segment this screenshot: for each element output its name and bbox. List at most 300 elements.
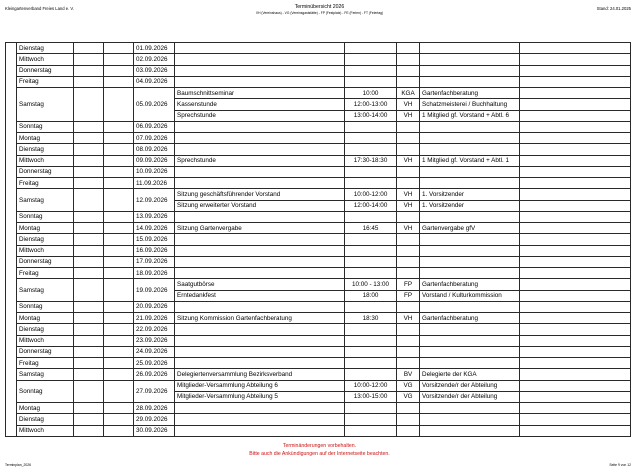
- blank-cell: [520, 200, 631, 211]
- location-cell: [397, 245, 420, 256]
- table-row: [6, 346, 631, 357]
- day-cell: Freitag: [17, 358, 74, 369]
- responsible-cell: [420, 43, 520, 54]
- event-cell: Sprechstunde: [175, 155, 345, 166]
- time-cell: 10:00-12:00: [345, 380, 397, 391]
- responsible-cell: [420, 234, 520, 245]
- blank-cell: [520, 189, 631, 200]
- responsible-cell: [420, 121, 520, 132]
- date-cell: 07.09.2026: [134, 133, 175, 144]
- blank-cell: [74, 335, 104, 346]
- blank-cell: [74, 43, 104, 54]
- blank-cell: [520, 99, 631, 110]
- event-cell: [175, 425, 345, 436]
- blank-cell: [74, 256, 104, 267]
- table-row: [6, 133, 631, 144]
- blank-cell: [520, 54, 631, 65]
- time-cell: 13:00-14:00: [345, 110, 397, 121]
- blank-cell: [104, 403, 134, 414]
- blank-cell: [104, 88, 134, 122]
- event-cell: Mitglieder-Versammlung Abteilung 6: [175, 380, 345, 391]
- event-cell: Mitglieder-Versammlung Abteilung 5: [175, 391, 345, 402]
- blank-cell: [104, 54, 134, 65]
- responsible-cell: Schatzmeisterei / Buchhaltung: [420, 99, 520, 110]
- responsible-cell: [420, 268, 520, 279]
- responsible-cell: 1 Mitglied gf. Vorstand + Abtl. 1: [420, 155, 520, 166]
- location-cell: [397, 425, 420, 436]
- blank-cell: [104, 324, 134, 335]
- blank-cell: [104, 223, 134, 234]
- date-cell: 17.09.2026: [134, 256, 175, 267]
- blank-cell: [74, 301, 104, 312]
- time-cell: 12:00-14:00: [345, 200, 397, 211]
- blank-cell: [104, 414, 134, 425]
- footer-note-line-2: Bitte auch die Ankündigungen auf der Internetseite beachten.: [249, 450, 390, 457]
- footer-note: [0, 443, 639, 458]
- location-cell: [397, 234, 420, 245]
- event-cell: [175, 76, 345, 87]
- blank-cell: [74, 346, 104, 357]
- blank-cell: [104, 268, 134, 279]
- date-cell: 28.09.2026: [134, 403, 175, 414]
- location-cell: [397, 133, 420, 144]
- date-cell: 22.09.2026: [134, 324, 175, 335]
- responsible-cell: [420, 324, 520, 335]
- event-cell: [175, 144, 345, 155]
- event-cell: [175, 324, 345, 335]
- table-row: [6, 414, 631, 425]
- date-cell: 06.09.2026: [134, 121, 175, 132]
- blank-cell: [104, 234, 134, 245]
- table-row: [6, 166, 631, 177]
- blank-cell: [520, 144, 631, 155]
- time-cell: [345, 144, 397, 155]
- blank-cell: [74, 155, 104, 166]
- time-cell: 16:45: [345, 223, 397, 234]
- blank-cell: [520, 279, 631, 290]
- blank-cell: [74, 403, 104, 414]
- date-cell: 11.09.2026: [134, 178, 175, 189]
- responsible-cell: [420, 301, 520, 312]
- location-cell: [397, 76, 420, 87]
- blank-cell: [74, 369, 104, 380]
- blank-cell: [74, 166, 104, 177]
- time-cell: [345, 133, 397, 144]
- day-cell: Montag: [17, 133, 74, 144]
- responsible-cell: [420, 403, 520, 414]
- blank-cell: [520, 301, 631, 312]
- blank-cell: [520, 211, 631, 222]
- responsible-cell: 1. Vorsitzender: [420, 189, 520, 200]
- responsible-cell: [420, 425, 520, 436]
- location-cell: KGA: [397, 88, 420, 99]
- blank-cell: [520, 166, 631, 177]
- table-row: [6, 178, 631, 189]
- blank-cell: [74, 414, 104, 425]
- date-cell: 25.09.2026: [134, 358, 175, 369]
- location-cell: [397, 301, 420, 312]
- day-cell: Montag: [17, 223, 74, 234]
- event-cell: [175, 178, 345, 189]
- time-cell: 12:00-13:00: [345, 99, 397, 110]
- responsible-cell: Gartenvergabe gfV: [420, 223, 520, 234]
- blank-cell: [104, 301, 134, 312]
- blank-cell: [74, 358, 104, 369]
- blank-cell: [520, 414, 631, 425]
- table-row: [6, 256, 631, 267]
- table-row: [6, 335, 631, 346]
- legend-line: VH (Vereinshaus) - VG (Vereinsgaststätte) - FP (Festplatz) - FE (Ferien) - FT (Feiertag): [255, 11, 384, 15]
- responsible-cell: Gartenfachberatung: [420, 313, 520, 324]
- time-cell: [345, 335, 397, 346]
- responsible-cell: [420, 256, 520, 267]
- time-cell: 10:00-12:00: [345, 189, 397, 200]
- location-cell: [397, 256, 420, 267]
- blank-cell: [520, 268, 631, 279]
- page-number: Seite 9 von 12: [609, 463, 631, 467]
- time-cell: [345, 403, 397, 414]
- blank-cell: [520, 324, 631, 335]
- blank-cell: [74, 65, 104, 76]
- blank-cell: [104, 155, 134, 166]
- location-cell: [397, 144, 420, 155]
- table-row: [6, 43, 631, 54]
- blank-cell: [520, 223, 631, 234]
- time-cell: 17:30-18:30: [345, 155, 397, 166]
- event-cell: Baumschnittseminar: [175, 88, 345, 99]
- day-cell: Donnerstag: [17, 346, 74, 357]
- time-cell: [345, 178, 397, 189]
- blank-cell: [74, 144, 104, 155]
- day-cell: Dienstag: [17, 234, 74, 245]
- time-cell: 18:30: [345, 313, 397, 324]
- time-cell: [345, 54, 397, 65]
- table-row: [6, 324, 631, 335]
- day-cell: Sonntag: [17, 380, 74, 403]
- date-cell: 15.09.2026: [134, 234, 175, 245]
- event-cell: Sitzung erweiterter Vorstand: [175, 200, 345, 211]
- blank-cell: [520, 290, 631, 301]
- location-cell: [397, 403, 420, 414]
- event-cell: [175, 234, 345, 245]
- event-cell: [175, 43, 345, 54]
- day-cell: Mittwoch: [17, 245, 74, 256]
- event-cell: Sitzung geschäftsführender Vorstand: [175, 189, 345, 200]
- blank-cell: [74, 121, 104, 132]
- event-cell: [175, 121, 345, 132]
- blank-cell: [74, 234, 104, 245]
- location-cell: VH: [397, 313, 420, 324]
- blank-cell: [520, 335, 631, 346]
- date-cell: 30.09.2026: [134, 425, 175, 436]
- event-cell: [175, 335, 345, 346]
- table-row: [6, 369, 631, 380]
- event-cell: [175, 358, 345, 369]
- blank-cell: [74, 178, 104, 189]
- table-row: [6, 403, 631, 414]
- responsible-cell: [420, 65, 520, 76]
- day-cell: Dienstag: [17, 414, 74, 425]
- location-cell: [397, 65, 420, 76]
- responsible-cell: [420, 245, 520, 256]
- table-row: [6, 65, 631, 76]
- location-cell: [397, 166, 420, 177]
- date-cell: 10.09.2026: [134, 166, 175, 177]
- date-cell: 14.09.2026: [134, 223, 175, 234]
- location-cell: [397, 121, 420, 132]
- location-cell: [397, 54, 420, 65]
- day-cell: Samstag: [17, 189, 74, 212]
- time-cell: [345, 324, 397, 335]
- date-cell: 03.09.2026: [134, 65, 175, 76]
- blank-cell: [104, 166, 134, 177]
- day-cell: Dienstag: [17, 144, 74, 155]
- event-cell: [175, 65, 345, 76]
- event-cell: [175, 54, 345, 65]
- table-row: [6, 76, 631, 87]
- responsible-cell: [420, 335, 520, 346]
- blank-cell: [520, 369, 631, 380]
- time-cell: [345, 425, 397, 436]
- table-row: [6, 211, 631, 222]
- responsible-cell: [420, 166, 520, 177]
- blank-cell: [520, 133, 631, 144]
- date-cell: 13.09.2026: [134, 211, 175, 222]
- date-cell: 01.09.2026: [134, 43, 175, 54]
- time-cell: [345, 76, 397, 87]
- table-row: [6, 425, 631, 436]
- blank-cell: [74, 88, 104, 122]
- time-cell: [345, 43, 397, 54]
- time-cell: [345, 211, 397, 222]
- location-cell: VH: [397, 99, 420, 110]
- footer-filename: Terminplan_2026: [5, 463, 32, 467]
- schedule-table: [5, 42, 631, 437]
- time-cell: [345, 166, 397, 177]
- blank-cell: [520, 245, 631, 256]
- table-row: [6, 245, 631, 256]
- time-cell: 10:00 - 13:00: [345, 279, 397, 290]
- table-row: [6, 144, 631, 155]
- blank-cell: [104, 76, 134, 87]
- responsible-cell: [420, 346, 520, 357]
- day-cell: Sonntag: [17, 211, 74, 222]
- time-cell: 13:00-15:00: [345, 391, 397, 402]
- blank-cell: [104, 313, 134, 324]
- blank-cell: [104, 133, 134, 144]
- blank-cell: [520, 76, 631, 87]
- blank-cell: [104, 358, 134, 369]
- date-cell: 12.09.2026: [134, 189, 175, 212]
- day-cell: Mittwoch: [17, 335, 74, 346]
- responsible-cell: [420, 178, 520, 189]
- time-cell: [345, 369, 397, 380]
- location-cell: VH: [397, 155, 420, 166]
- blank-cell: [104, 369, 134, 380]
- location-cell: [397, 178, 420, 189]
- responsible-cell: [420, 76, 520, 87]
- blank-cell: [74, 313, 104, 324]
- blank-cell: [520, 403, 631, 414]
- blank-cell: [104, 178, 134, 189]
- location-cell: [397, 346, 420, 357]
- org-name: Kleingartenverband Freies Land e. V.: [5, 6, 74, 11]
- event-cell: Saatgutbörse: [175, 279, 345, 290]
- event-cell: Sitzung Kommission Gartenfachberatung: [175, 313, 345, 324]
- date-cell: 18.09.2026: [134, 268, 175, 279]
- blank-cell: [520, 178, 631, 189]
- time-cell: [345, 245, 397, 256]
- date-cell: 09.09.2026: [134, 155, 175, 166]
- blank-cell: [104, 121, 134, 132]
- blank-cell: [520, 313, 631, 324]
- blank-cell: [104, 211, 134, 222]
- table-row: [6, 121, 631, 132]
- blank-cell: [104, 144, 134, 155]
- location-cell: VG: [397, 380, 420, 391]
- blank-cell: [104, 346, 134, 357]
- day-cell: Dienstag: [17, 324, 74, 335]
- event-cell: [175, 166, 345, 177]
- event-cell: [175, 403, 345, 414]
- day-cell: Mittwoch: [17, 155, 74, 166]
- blank-cell: [520, 110, 631, 121]
- blank-cell: [74, 245, 104, 256]
- day-cell: Freitag: [17, 268, 74, 279]
- day-cell: Freitag: [17, 178, 74, 189]
- location-cell: VH: [397, 110, 420, 121]
- day-cell: Samstag: [17, 279, 74, 302]
- blank-cell: [74, 189, 104, 212]
- blank-cell: [74, 211, 104, 222]
- blank-cell: [74, 268, 104, 279]
- time-cell: [345, 256, 397, 267]
- event-cell: [175, 301, 345, 312]
- blank-cell: [520, 43, 631, 54]
- blank-cell: [520, 380, 631, 391]
- blank-cell: [520, 391, 631, 402]
- time-cell: [345, 358, 397, 369]
- event-cell: [175, 346, 345, 357]
- blank-cell: [74, 54, 104, 65]
- date-cell: 04.09.2026: [134, 76, 175, 87]
- responsible-cell: Gartenfachberatung: [420, 279, 520, 290]
- table-row: [6, 54, 631, 65]
- time-cell: [345, 346, 397, 357]
- event-cell: [175, 211, 345, 222]
- blank-cell: [104, 65, 134, 76]
- blank-cell: [104, 425, 134, 436]
- responsible-cell: [420, 133, 520, 144]
- location-cell: VH: [397, 223, 420, 234]
- blank-cell: [520, 121, 631, 132]
- month-cell: [6, 43, 17, 437]
- table-row: [6, 155, 631, 166]
- day-cell: Sonntag: [17, 301, 74, 312]
- day-cell: Freitag: [17, 76, 74, 87]
- blank-cell: [74, 425, 104, 436]
- day-cell: Sonntag: [17, 121, 74, 132]
- page-title: Terminübersicht 2026: [294, 4, 345, 10]
- event-cell: Sprechstunde: [175, 110, 345, 121]
- table-row: [6, 301, 631, 312]
- time-cell: [345, 65, 397, 76]
- table-row: [6, 268, 631, 279]
- time-cell: 10:00: [345, 88, 397, 99]
- table-row: [6, 358, 631, 369]
- date-cell: 02.09.2026: [134, 54, 175, 65]
- location-cell: [397, 358, 420, 369]
- day-cell: Donnerstag: [17, 166, 74, 177]
- event-cell: Erntedankfest: [175, 290, 345, 301]
- responsible-cell: [420, 211, 520, 222]
- blank-cell: [104, 335, 134, 346]
- location-cell: [397, 211, 420, 222]
- day-cell: Montag: [17, 403, 74, 414]
- location-cell: VG: [397, 391, 420, 402]
- responsible-cell: 1. Vorsitzender: [420, 200, 520, 211]
- footer-note-line-1: Terminänderungen vorbehalten.: [282, 443, 357, 449]
- responsible-cell: [420, 144, 520, 155]
- event-cell: [175, 268, 345, 279]
- date-cell: 19.09.2026: [134, 279, 175, 302]
- date-cell: 21.09.2026: [134, 313, 175, 324]
- location-cell: VH: [397, 189, 420, 200]
- event-cell: Delegiertenversammlung Bezirksverband: [175, 369, 345, 380]
- time-cell: [345, 234, 397, 245]
- event-cell: Kassenstunde: [175, 99, 345, 110]
- blank-cell: [520, 234, 631, 245]
- blank-cell: [74, 380, 104, 403]
- date-cell: 05.09.2026: [134, 88, 175, 122]
- time-cell: [345, 301, 397, 312]
- event-cell: [175, 133, 345, 144]
- event-cell: [175, 414, 345, 425]
- blank-cell: [104, 245, 134, 256]
- date-cell: 08.09.2026: [134, 144, 175, 155]
- location-cell: [397, 335, 420, 346]
- responsible-cell: Vorstand / Kulturkommission: [420, 290, 520, 301]
- table-row: [6, 189, 631, 200]
- responsible-cell: [420, 414, 520, 425]
- location-cell: BV: [397, 369, 420, 380]
- table-row: [6, 380, 631, 391]
- blank-cell: [74, 223, 104, 234]
- day-cell: Donnerstag: [17, 256, 74, 267]
- blank-cell: [74, 133, 104, 144]
- page-header: [200, 4, 439, 15]
- date-cell: 27.09.2026: [134, 380, 175, 403]
- time-cell: [345, 414, 397, 425]
- blank-cell: [104, 380, 134, 403]
- blank-cell: [104, 256, 134, 267]
- event-cell: [175, 245, 345, 256]
- location-cell: [397, 268, 420, 279]
- blank-cell: [74, 76, 104, 87]
- time-cell: 18:00: [345, 290, 397, 301]
- location-cell: VH: [397, 200, 420, 211]
- time-cell: [345, 268, 397, 279]
- responsible-cell: Delegierte der KGA: [420, 369, 520, 380]
- blank-cell: [520, 346, 631, 357]
- blank-cell: [74, 324, 104, 335]
- blank-cell: [520, 155, 631, 166]
- table-row: [6, 223, 631, 234]
- blank-cell: [104, 43, 134, 54]
- day-cell: Samstag: [17, 88, 74, 122]
- blank-cell: [104, 279, 134, 302]
- date-cell: 20.09.2026: [134, 301, 175, 312]
